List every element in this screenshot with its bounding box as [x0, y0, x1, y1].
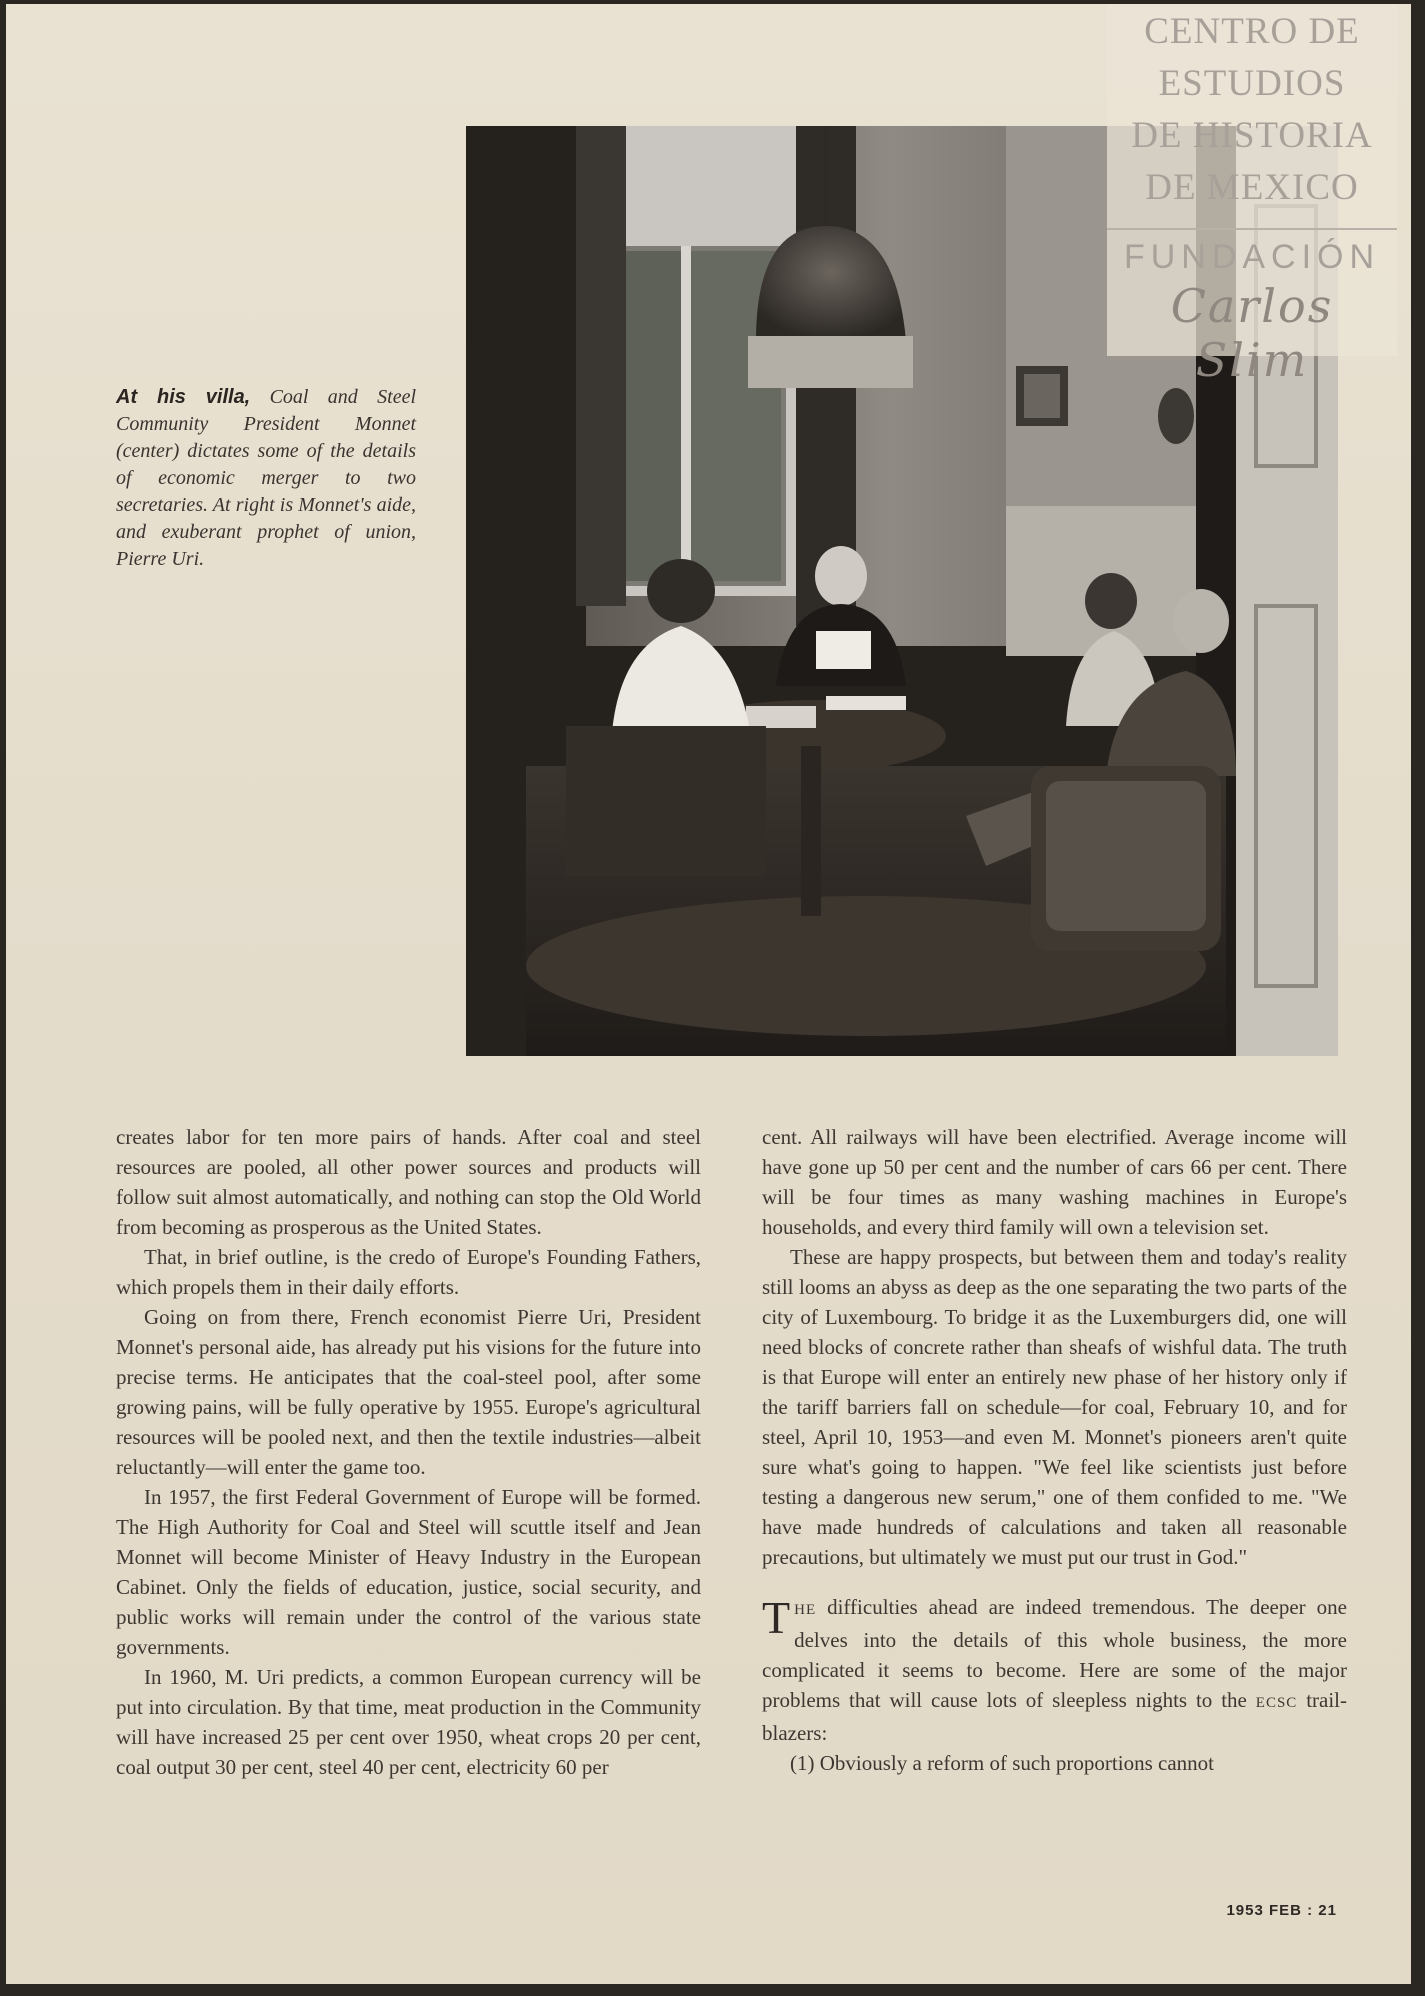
caption-text: Coal and Steel Community President Monnet (center) dictates some of the details of economic merger to two secretaries. At right is Monnet's aide, and exuberant prophet of union, Pierre Uri. — [116, 386, 416, 570]
paragraph: In 1960, M. Uri predicts, a common European currency will be put into circulation. By that time, meat production in the Community will have increased 25 per cent over 1950, wheat crops 20 per cent, coal output 30 per cent, steel 40 per cent, electricity 60 per — [116, 1665, 701, 1779]
caption-lead: At his villa, — [116, 386, 251, 408]
paragraph: That, in brief outline, is the credo of Europe's Founding Fathers, which propels them in their daily efforts. — [116, 1245, 701, 1299]
smallcaps-lead: HE — [794, 1602, 817, 1618]
article-column-left — [116, 1122, 701, 1782]
watermark-line-4: DE MEXICO — [1145, 167, 1359, 208]
watermark-line-2: ESTUDIOS — [1158, 63, 1346, 104]
watermark-foundation: FUNDACIÓN — [1107, 228, 1397, 277]
watermark-line-3: DE HISTORIA — [1131, 115, 1373, 156]
paragraph-text: difficulties ahead are indeed tremendous. The deeper one delves into the details of this whole business, the more complicated it seems to become. Here are some of the major problems that will cause lots of sleepless nights to the — [762, 1595, 1347, 1712]
paragraph: creates labor for ten more pairs of hands. After coal and steel resources are pooled, all other power sources and products will follow suit almost automatically, and nothing can stop the Old World from becoming as prosperous as the United States. — [116, 1125, 701, 1239]
paragraph: cent. All railways will have been electrified. Average income will have gone up 50 per cent and the number of cars 66 per cent. There will be four times as many washing machines in Europe's households, and every third family will own a television set. — [762, 1125, 1347, 1239]
article-column-right — [762, 1122, 1347, 1778]
drop-cap: T — [762, 1592, 791, 1643]
watermark-line-1: CENTRO DE — [1144, 11, 1360, 52]
paragraph: In 1957, the first Federal Government of Europe will be formed. The High Authority for Coal and Steel will scuttle itself and Jean Monnet will become Minister of Heavy Industry in the European Cabinet. Only the fields of education, justice, social security, and public works will remain under the control of the various state governments. — [116, 1485, 701, 1659]
paragraph: These are happy prospects, but between them and today's reality still looms an abyss as deep as the one separating the two parts of the city of Luxembourg. To bridge it as the Luxemburgers did, one will need blocks of concrete rather than sheafs of wishful data. The truth is that Europe will enter an entirely new phase of her history only if the tariff barriers fall on schedule—for coal, February 10, and for steel, April 10, 1953—and even M. Monnet's pioneers aren't quite sure what's going to happen. "We feel like scientists just before testing a dangerous new serum," one of them confided to me. "We have made hundreds of calculations and taken all reasonable precautions, but ultimately we must put our trust in God." — [762, 1245, 1347, 1569]
magazine-page — [6, 4, 1411, 1984]
page-footer: 1953 FEB : 21 — [1226, 1902, 1337, 1919]
paragraph: Going on from there, French economist Pierre Uri, President Monnet's personal aide, has already put his visions for the future into precise terms. He anticipates that the coal-steel pool, after some growing pains, will be fully operative by 1955. Europe's agricultural resources will be pooled next, and then the textile industries—albeit reluctantly—will enter the game too. — [116, 1305, 701, 1479]
acronym-ecsc: ECSC — [1255, 1695, 1298, 1711]
section-break — [762, 1572, 1347, 1592]
watermark-signature: Carlos Slim — [1170, 279, 1334, 387]
paragraph: (1) Obviously a reform of such proportions cannot — [790, 1751, 1214, 1775]
photo-caption — [116, 384, 416, 573]
archive-watermark — [1107, 4, 1397, 387]
paragraph-dropcap — [762, 1592, 1347, 1748]
paragraph-text: trail-blazers: — [762, 1688, 1348, 1745]
